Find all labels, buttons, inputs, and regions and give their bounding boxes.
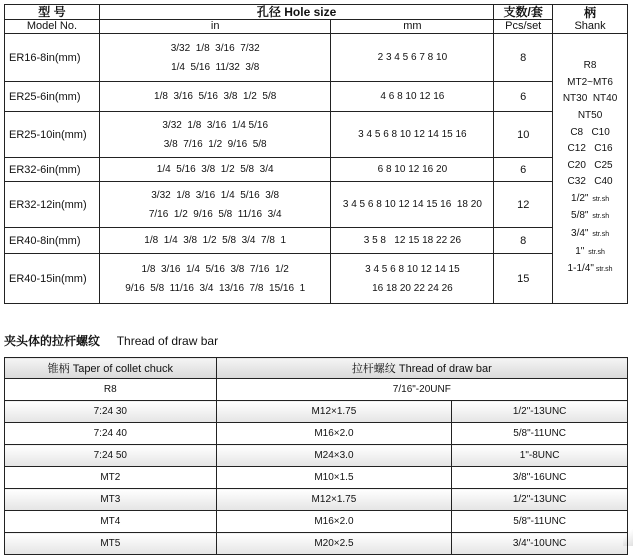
shank-item-label: NT50	[577, 109, 603, 121]
taper-cell: R8	[5, 379, 217, 401]
mm-sizes-line: 4 6 8 10 12 16	[380, 91, 445, 102]
shank-header-en: Shank	[574, 19, 606, 32]
taper-cell: MT4	[5, 511, 217, 533]
mm-sizes-cell	[331, 182, 494, 228]
in-header: in	[99, 20, 331, 34]
inch-thread-cell: 1"-8UNC	[452, 445, 628, 467]
mm-header: mm	[331, 20, 494, 34]
draw-bar-table	[4, 357, 628, 555]
inch-sizes-cell	[99, 158, 331, 182]
hole-size-header: 孔径 Hole size	[99, 5, 493, 20]
metric-thread-cell: M20×2.5	[216, 533, 452, 555]
inch-sizes-line: 1/4 5/16 11/32 3/8	[171, 61, 260, 73]
draw-bar-row	[5, 423, 628, 445]
collet-set-table	[4, 4, 628, 319]
inch-sizes-cell	[99, 182, 331, 228]
inch-sizes-line: 1/8 3/16 1/4 5/16 3/8 7/16 1/2	[141, 263, 289, 275]
inch-thread-cell: 5/8"-11UNC	[452, 511, 628, 533]
shank-item-label: 1-1/4"	[567, 263, 594, 275]
inch-sizes-cell	[99, 34, 331, 82]
taper-cell: 7:24 50	[5, 445, 217, 467]
shank-item-label: R8	[583, 60, 597, 72]
pcs-cell: 8	[494, 34, 553, 82]
model-cell: ER32-6in(mm)	[5, 158, 100, 182]
model-header-cn: 型 号	[5, 5, 100, 20]
inch-sizes-cell	[99, 254, 331, 304]
pcs-cell: 12	[494, 182, 553, 228]
mm-sizes-cell	[331, 82, 494, 112]
draw-bar-header-row	[5, 358, 628, 379]
shank-item	[553, 125, 627, 142]
metric-thread-cell: M24×3.0	[216, 445, 452, 467]
draw-bar-grid	[4, 357, 628, 555]
shank-item-label: 1/2"	[571, 192, 589, 204]
shank-header	[553, 5, 628, 34]
mm-sizes-line: 2 3 4 5 6 7 8 10	[377, 52, 448, 63]
model-cell: ER25-6in(mm)	[5, 82, 100, 112]
model-cell: ER25-10in(mm)	[5, 112, 100, 158]
draw-bar-row	[5, 511, 628, 533]
mm-sizes-cell	[331, 254, 494, 304]
mm-sizes-line: 16 18 20 22 24 26	[372, 282, 453, 294]
collet-set-row	[5, 82, 628, 112]
shank-item	[553, 191, 627, 209]
shank-item-label: MT2~MT6	[567, 76, 613, 88]
model-cell: ER32-12in(mm)	[5, 182, 100, 228]
shank-item-label: C32 C40	[567, 176, 613, 188]
taper-header: 锥柄 Taper of collet chuck	[5, 358, 217, 379]
shank-header-cn: 柄	[584, 5, 597, 20]
inch-sizes-line: 9/16 5/8 11/16 3/4 13/16 7/8 15/16 1	[125, 282, 306, 294]
shank-item-label: C20 C25	[567, 159, 613, 171]
draw-bar-row	[5, 489, 628, 511]
inch-thread-cell: 3/4"-10UNC	[452, 533, 628, 555]
mm-sizes-cell	[331, 112, 494, 158]
pcs-cell: 10	[494, 112, 553, 158]
draw-bar-row	[5, 445, 628, 467]
inch-sizes-cell	[99, 112, 331, 158]
pcs-cell: 8	[494, 228, 553, 254]
pcs-header-en: Pcs/set	[494, 20, 553, 34]
model-cell: ER40-15in(mm)	[5, 254, 100, 304]
shank-item-suffix: str.sh	[584, 248, 605, 256]
mm-sizes-line: 3 4 5 6 8 10 12 14 15 16 18 20	[342, 199, 482, 210]
collet-set-row	[5, 254, 628, 304]
draw-bar-row	[5, 467, 628, 489]
shank-item	[553, 91, 627, 108]
shank-item-label: 5/8"	[571, 210, 589, 222]
pcs-cell: 6	[494, 158, 553, 182]
mm-sizes-cell	[331, 158, 494, 182]
shank-item	[553, 58, 627, 75]
shank-item	[553, 244, 627, 262]
page-curl-shadow	[623, 526, 633, 546]
collet-set-row	[5, 158, 628, 182]
draw-bar-row	[5, 379, 628, 401]
shank-item	[553, 75, 627, 92]
shank-item-label: C12 C16	[567, 143, 613, 155]
draw-bar-row	[5, 401, 628, 423]
section-title-en: Thread of draw bar	[116, 334, 219, 348]
shank-item-suffix: str.sh	[593, 266, 613, 274]
shank-item	[553, 261, 627, 279]
collet-set-grid	[4, 4, 628, 304]
shank-item	[553, 141, 627, 158]
shank-cell	[553, 34, 628, 304]
mm-sizes-cell	[331, 228, 494, 254]
mm-sizes-line: 3 4 5 6 8 10 12 14 15	[365, 263, 460, 275]
taper-cell: MT3	[5, 489, 217, 511]
inch-sizes-line: 3/32 1/8 3/16 1/4 5/16	[162, 119, 268, 131]
mm-sizes-line: 3 4 5 6 8 10 12 14 15 16	[358, 129, 467, 140]
shank-item-suffix: str.sh	[588, 231, 610, 239]
collet-set-row	[5, 112, 628, 158]
inch-thread-cell: 3/8"-16UNC	[452, 467, 628, 489]
shank-item-label: 1"	[575, 245, 585, 257]
shank-item	[553, 174, 627, 191]
inch-sizes-line: 7/16 1/2 9/16 5/8 11/16 3/4	[148, 208, 282, 220]
pcs-header-cn: 支数/套	[494, 5, 553, 20]
inch-thread-cell: 5/8"-11UNC	[452, 423, 628, 445]
section-title	[4, 332, 218, 349]
metric-thread-cell: M16×2.0	[216, 423, 452, 445]
collet-set-row	[5, 182, 628, 228]
taper-cell: 7:24 30	[5, 401, 217, 423]
pcs-cell: 6	[494, 82, 553, 112]
shank-item	[553, 226, 627, 244]
metric-thread-cell: M12×1.75	[216, 401, 452, 423]
mm-sizes-line: 3 5 8 12 15 18 22 26	[363, 235, 462, 246]
model-header-en: Model No.	[5, 20, 100, 34]
taper-cell: MT2	[5, 467, 217, 489]
draw-bar-row	[5, 533, 628, 555]
shank-item-label: 3/4"	[571, 228, 589, 240]
mm-sizes-cell	[331, 34, 494, 82]
metric-thread-cell: M10×1.5	[216, 467, 452, 489]
shank-item-label: C8 C10	[570, 126, 610, 138]
inch-sizes-line: 3/32 1/8 3/16 7/32	[170, 42, 260, 54]
shank-item	[553, 208, 627, 226]
metric-thread-cell: M12×1.75	[216, 489, 452, 511]
taper-cell: MT5	[5, 533, 217, 555]
inch-sizes-line: 3/8 7/16 1/2 9/16 5/8	[163, 138, 267, 150]
inch-sizes-line: 3/32 1/8 3/16 1/4 5/16 3/8	[151, 189, 280, 201]
collet-set-rows	[5, 34, 628, 304]
taper-cell: 7:24 40	[5, 423, 217, 445]
collet-set-row	[5, 34, 628, 82]
pcs-cell: 15	[494, 254, 553, 304]
shank-item-suffix: str.sh	[588, 195, 610, 203]
model-cell: ER40-8in(mm)	[5, 228, 100, 254]
model-cell: ER16-8in(mm)	[5, 34, 100, 82]
inch-sizes-cell	[99, 228, 331, 254]
inch-sizes-cell	[99, 82, 331, 112]
shank-item-label: NT30 NT40	[562, 93, 618, 105]
shank-item	[553, 158, 627, 175]
mm-sizes-line: 6 8 10 12 16 20	[377, 164, 448, 175]
shank-item	[553, 108, 627, 125]
metric-thread-cell: M16×2.0	[216, 511, 452, 533]
thread-span-cell: 7/16"-20UNF	[216, 379, 627, 401]
inch-sizes-line: 1/8 3/16 5/16 3/8 1/2 5/8	[154, 91, 277, 102]
inch-thread-cell: 1/2"-13UNC	[452, 489, 628, 511]
inch-sizes-line: 1/4 5/16 3/8 1/2 5/8 3/4	[156, 164, 274, 175]
draw-bar-rows	[5, 358, 628, 555]
inch-thread-cell: 1/2"-13UNC	[452, 401, 628, 423]
collet-set-row	[5, 228, 628, 254]
thread-header: 拉杆螺纹 Thread of draw bar	[216, 358, 627, 379]
inch-sizes-line: 1/8 1/4 3/8 1/2 5/8 3/4 7/8 1	[144, 235, 287, 246]
shank-item-suffix: str.sh	[588, 213, 610, 221]
section-title-cn: 夹头体的拉杆螺纹	[4, 334, 101, 348]
